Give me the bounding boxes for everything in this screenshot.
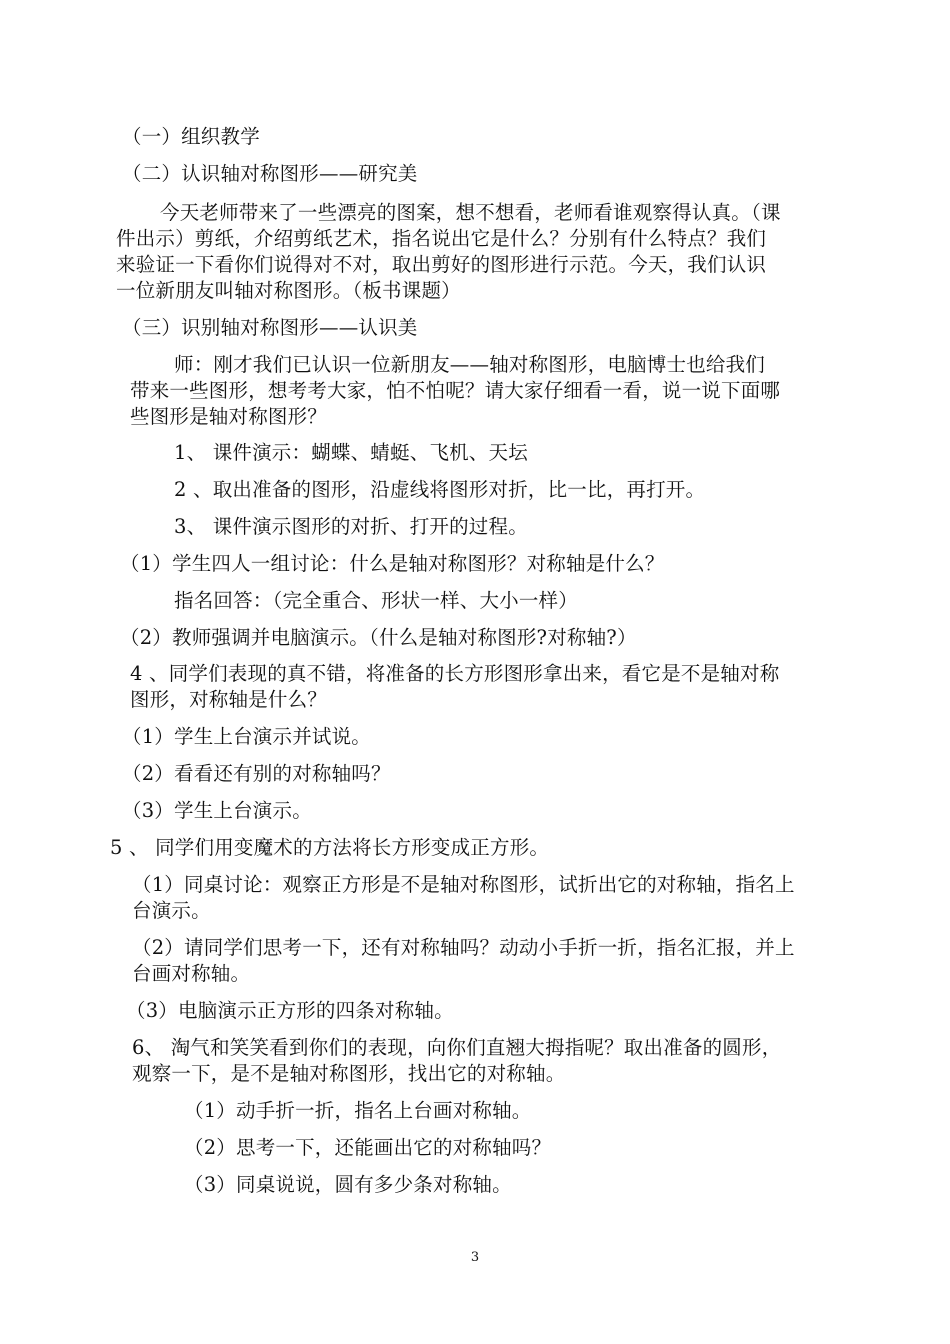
list-item: （1）学生四人一组讨论：什么是轴对称图形？对称轴是什么？ — [120, 552, 665, 575]
page-number: 3 — [470, 1250, 480, 1265]
list-item: （1）学生上台演示并试说。 — [122, 725, 372, 748]
list-item: 6、 淘气和笑笑看到你们的表现，向你们直翘大拇指呢？取出准备的圆形， — [132, 1036, 782, 1059]
paragraph-line: 些图形是轴对称图形？ — [130, 405, 328, 428]
paragraph-line: 台演示。 — [132, 899, 211, 922]
list-item: （3）电脑演示正方形的四条对称轴。 — [126, 999, 454, 1022]
list-item: （2）思考一下，还能画出它的对称轴吗？ — [184, 1136, 552, 1159]
paragraph-line: 带来一些图形，想考考大家，怕不怕呢？请大家仔细看一看，说一说下面哪 — [130, 379, 781, 402]
paragraph-line: 师：刚才我们已认识一位新朋友——轴对称图形，电脑博士也给我们 — [174, 353, 766, 376]
heading-identify-symmetry: （三）识别轴对称图形——认识美 — [122, 316, 418, 339]
paragraph-line: 来验证一下看你们说得对不对，取出剪好的图形进行示范。今天，我们认识 — [116, 253, 767, 276]
paragraph-line: 观察一下，是不是轴对称图形，找出它的对称轴。 — [132, 1062, 566, 1085]
heading-recognize-symmetry: （二）认识轴对称图形——研究美 — [122, 162, 418, 185]
heading-organize-teaching: （一）组织教学 — [122, 125, 260, 148]
list-item: 5 、 同学们用变魔术的方法将长方形变成正方形。 — [110, 836, 550, 859]
paragraph-line: 指名回答：（完全重合、形状一样、大小一样） — [174, 589, 578, 612]
paragraph-line: 件出示）剪纸，介绍剪纸艺术，指名说出它是什么？分别有什么特点？我们 — [116, 227, 767, 250]
list-item: （1）动手折一折，指名上台画对称轴。 — [184, 1099, 532, 1122]
list-item: 4 、同学们表现的真不错，将准备的长方形图形拿出来，看它是不是轴对称 — [130, 662, 780, 685]
list-item: 3、 课件演示图形的对折、打开的过程。 — [174, 515, 528, 538]
paragraph-line: 今天老师带来了一些漂亮的图案，想不想看，老师看谁观察得认真。（课 — [160, 201, 781, 224]
list-item: （1）同桌讨论：观察正方形是不是轴对称图形，试折出它的对称轴，指名上 — [132, 873, 795, 896]
list-item: （3）学生上台演示。 — [122, 799, 312, 822]
list-item: （2）请同学们思考一下，还有对称轴吗？动动小手折一折，指名汇报，并上 — [132, 936, 795, 959]
paragraph-line: 一位新朋友叫轴对称图形。（板书课题） — [116, 279, 461, 302]
list-item: 1、 课件演示：蝴蝶、蜻蜓、飞机、天坛 — [174, 441, 528, 464]
list-item: （2）看看还有别的对称轴吗？ — [122, 762, 391, 785]
paragraph-line: 图形，对称轴是什么？ — [130, 688, 328, 711]
list-item: （2）教师强调并电脑演示。（什么是轴对称图形?对称轴?） — [120, 626, 637, 649]
paragraph-line: 台画对称轴。 — [132, 962, 251, 985]
list-item: （3）同桌说说，圆有多少条对称轴。 — [184, 1173, 512, 1196]
list-item: 2 、取出准备的图形，沿虚线将图形对折，比一比，再打开。 — [174, 478, 706, 501]
